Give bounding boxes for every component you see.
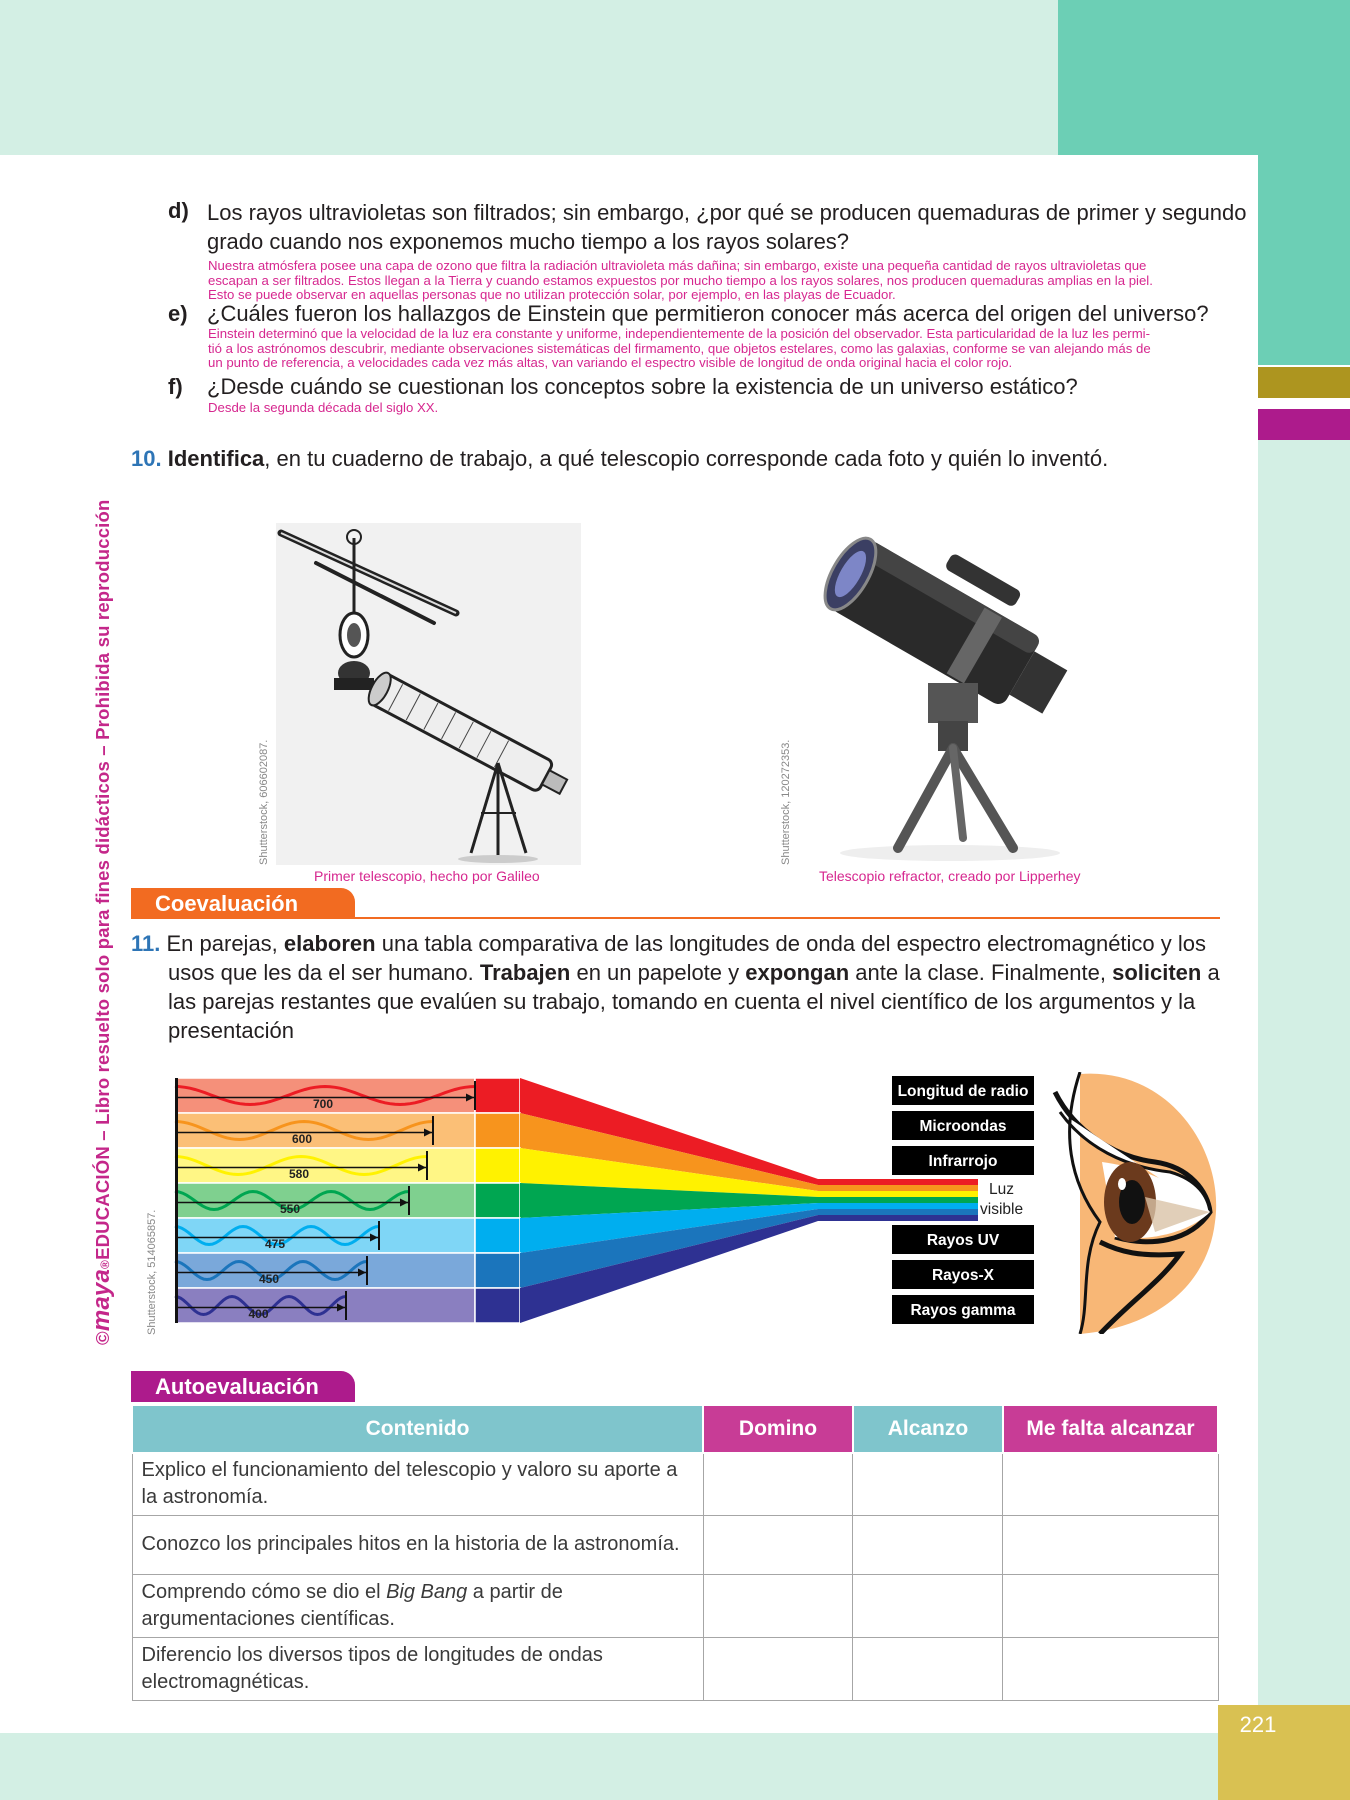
eye-illustration xyxy=(1040,1072,1220,1334)
beam-segment xyxy=(818,1191,978,1197)
question-11 xyxy=(131,929,1220,1045)
header-alcanzo: Alcanzo xyxy=(853,1405,1003,1453)
spectrum-band-labels-lower xyxy=(891,1224,1035,1325)
text-line: presentación xyxy=(168,1018,294,1043)
header-contenido: Contenido xyxy=(132,1405,703,1453)
table-row xyxy=(132,1637,1218,1700)
answer-line: tió a los astrónomos descubrir, mediante observaciones sistemáticas del firmamento, que objetos estelares, como las galaxias, conforme se van alejando más de xyxy=(208,340,1151,356)
wavelength-label: 600 xyxy=(292,1132,313,1146)
color-band xyxy=(475,1183,520,1218)
cell-line: electromagnéticas. xyxy=(141,1670,310,1693)
right-margin-band xyxy=(1258,440,1350,1733)
beam-segment xyxy=(818,1197,978,1203)
band-microwave: Microondas xyxy=(891,1110,1035,1141)
question-10-verb: Identifica xyxy=(167,446,265,471)
alcanzo-cell[interactable] xyxy=(853,1637,1003,1700)
question-d-label: d) xyxy=(168,198,189,223)
text-span: usos que les da el ser humano. xyxy=(168,960,480,985)
color-band xyxy=(475,1148,520,1183)
question-e-label: e) xyxy=(168,301,188,326)
autoevaluacion-header: Autoevaluación xyxy=(131,1371,355,1402)
wavelength-box xyxy=(175,1288,475,1323)
wavelength-label: 550 xyxy=(280,1202,301,1216)
italic-term: Big Bang xyxy=(386,1580,468,1603)
band-visible-line: visible xyxy=(980,1201,1024,1218)
magenta-tab xyxy=(1258,409,1350,440)
bold-verb: expongan xyxy=(745,960,850,985)
question-d-line: grado cuando nos exponemos mucho tiempo a los rayos solares? xyxy=(207,229,850,254)
table-row xyxy=(132,1574,1218,1637)
table-row xyxy=(132,1515,1218,1574)
coevaluacion-header: Coevaluación xyxy=(131,888,355,919)
table-row xyxy=(132,1453,1218,1515)
answer-line: Nuestra atmósfera posee una capa de ozono que filtra la radiación ultravioleta más dañina; sin embargo, existe una pequeña cantidad de rayos ultravioletas que xyxy=(208,258,1147,273)
wavelength-box xyxy=(175,1253,475,1288)
right-color-block xyxy=(1258,155,1350,365)
gold-tab xyxy=(1258,367,1350,398)
beam-segment xyxy=(818,1209,978,1215)
refractor-telescope-drawing xyxy=(798,523,1103,865)
table-header-row xyxy=(132,1405,1218,1453)
answer-line: escapan a ser filtrados. Estos llegan a la Tierra y cuando estamos expuestos por mucho tiempo a los rayos solares, nos producen quemaduras amplias en la piel. xyxy=(208,272,1153,288)
cell-line xyxy=(142,1579,694,1606)
band-visible xyxy=(980,1180,1023,1220)
answer-line: un punto de referencia, a velocidades cada vez más altas, van variando el espectro visible de longitud de onda original hacia el color rojo. xyxy=(208,355,1013,370)
beam-segment xyxy=(818,1203,978,1209)
alcanzo-cell[interactable] xyxy=(853,1453,1003,1515)
color-band xyxy=(475,1253,520,1288)
answer-e xyxy=(208,327,1223,371)
bold-verb: Trabajen xyxy=(479,960,571,985)
band-gamma: Rayos gamma xyxy=(891,1294,1035,1325)
beam-segment xyxy=(818,1185,978,1191)
contenido-cell xyxy=(132,1574,703,1637)
question-11-number: 11. xyxy=(131,931,161,956)
image-credit: Shutterstock, 120272353. xyxy=(780,739,792,865)
bold-verb: elaboren xyxy=(283,931,376,956)
text-span: a partir de xyxy=(467,1580,563,1603)
beam-segment xyxy=(818,1215,978,1221)
question-f-label: f) xyxy=(168,374,183,399)
band-xray: Rayos-X xyxy=(891,1259,1035,1290)
answer-line: Einstein determinó que la velocidad de la luz era constante y uniforme, independientemente de la posición del observador. Esta particularidad de la luz les permi- xyxy=(208,326,1150,341)
wavelength-box xyxy=(175,1148,475,1183)
header-me-falta: Me falta alcanzar xyxy=(1003,1405,1218,1453)
text-span: ante la clase. Finalmente, xyxy=(849,960,1113,985)
color-band xyxy=(475,1078,520,1113)
text-line: las parejas restantes que evalúen su trabajo, tomando en cuenta el nivel científico de los argumentos y la xyxy=(168,989,1196,1014)
domino-cell[interactable] xyxy=(703,1453,853,1515)
color-band xyxy=(475,1288,520,1323)
refractor-telescope-image xyxy=(798,523,1103,865)
domino-cell[interactable] xyxy=(703,1637,853,1700)
question-f-text: ¿Desde cuándo se cuestionan los conceptos sobre la existencia de un universo estático? xyxy=(207,374,1078,399)
wavelength-label: 400 xyxy=(248,1307,269,1321)
brand-logo: maya xyxy=(88,1268,115,1332)
contenido-cell xyxy=(132,1637,703,1700)
image-credit: Shutterstock, 514065857. xyxy=(146,1209,158,1335)
question-10 xyxy=(131,444,1108,473)
cell-line: la astronomía. xyxy=(141,1486,269,1509)
coevaluacion-rule xyxy=(355,917,1220,919)
wavelength-label: 580 xyxy=(289,1167,310,1181)
wavelength-label: 450 xyxy=(259,1272,280,1286)
header-domino: Domino xyxy=(703,1405,853,1453)
bottom-band xyxy=(0,1733,1350,1800)
bold-verb: soliciten xyxy=(1112,960,1202,985)
domino-cell[interactable] xyxy=(703,1574,853,1637)
me-falta-cell[interactable] xyxy=(1003,1515,1218,1574)
wavelength-box xyxy=(175,1113,475,1148)
page-number: 221 xyxy=(1239,1712,1277,1737)
galileo-telescope-drawing xyxy=(276,523,581,865)
text-span: En parejas, xyxy=(166,931,284,956)
question-10-text: , en tu cuaderno de trabajo, a qué telescopio corresponde cada foto y quién lo inventó. xyxy=(264,446,1109,471)
right-color-block xyxy=(1058,0,1350,155)
band-radio: Longitud de radio xyxy=(891,1075,1035,1106)
registered-symbol: ® xyxy=(98,1259,112,1269)
text-span: una tabla comparativa de las longitudes de onda del espectro electromagnético y los xyxy=(375,931,1207,956)
wavelength-label: 700 xyxy=(313,1097,334,1111)
copyright-symbol: © xyxy=(92,1331,113,1345)
axis-line xyxy=(175,1078,178,1323)
alcanzo-cell[interactable] xyxy=(853,1574,1003,1637)
wavelength-label: 475 xyxy=(265,1237,286,1251)
answer-d xyxy=(208,259,1223,303)
alcanzo-cell[interactable] xyxy=(853,1515,1003,1574)
band-infrared: Infrarrojo xyxy=(891,1145,1035,1176)
sidebar-text: EDUCACIÓN – Libro resuelto solo para fines didácticos – Prohibida su reproducción xyxy=(92,499,113,1260)
contenido-cell xyxy=(132,1453,703,1515)
spectrum-band-labels xyxy=(891,1075,1035,1176)
question-d-text xyxy=(207,198,1247,256)
color-band xyxy=(475,1218,520,1253)
autoevaluacion-table xyxy=(131,1404,1219,1701)
answer-f: Desde la segunda década del siglo XX. xyxy=(208,400,439,415)
cell-line: Conozco los principales hitos en la historia de la astronomía. xyxy=(141,1533,680,1555)
wavelength-box xyxy=(175,1218,475,1253)
text-span: en un papelote y xyxy=(570,960,746,985)
wavelength-box xyxy=(175,1183,475,1218)
band-uv: Rayos UV xyxy=(891,1224,1035,1255)
beam-segment xyxy=(818,1179,978,1185)
image-credit: Shutterstock, 606602087. xyxy=(258,739,270,865)
cell-line: Explico el funcionamiento del telescopio y valoro su aporte a xyxy=(141,1459,678,1482)
domino-cell[interactable] xyxy=(703,1515,853,1574)
image-caption: Primer telescopio, hecho por Galileo xyxy=(314,868,540,884)
text-span: Comprendo cómo se dio el xyxy=(141,1580,387,1603)
cell-line: Diferencio los diversos tipos de longitudes de ondas xyxy=(141,1643,603,1666)
image-caption: Telescopio refractor, creado por Lipperhey xyxy=(819,868,1081,884)
answer-line: Esto se puede observar en aquellas personas que no utilizan protección solar, por ejemplo, en las playas de Ecuador. xyxy=(208,287,896,302)
cell-line: argumentaciones científicas. xyxy=(141,1607,395,1630)
contenido-cell xyxy=(132,1515,703,1574)
question-d-line: Los rayos ultravioletas son filtrados; sin embargo, ¿por qué se producen quemaduras de primer y segundo xyxy=(207,200,1247,225)
copyright-sidebar xyxy=(88,499,116,1345)
question-e-text: ¿Cuáles fueron los hallazgos de Einstein que permitieron conocer más acerca del origen del universo? xyxy=(207,301,1209,326)
me-falta-cell[interactable] xyxy=(1003,1637,1218,1700)
band-visible-line: Luz xyxy=(989,1181,1015,1198)
text-span: a xyxy=(1201,960,1220,985)
color-band xyxy=(475,1113,520,1148)
question-10-number: 10. xyxy=(131,446,162,471)
galileo-telescope-image xyxy=(276,523,581,865)
me-falta-cell[interactable] xyxy=(1003,1453,1218,1515)
me-falta-cell[interactable] xyxy=(1003,1574,1218,1637)
